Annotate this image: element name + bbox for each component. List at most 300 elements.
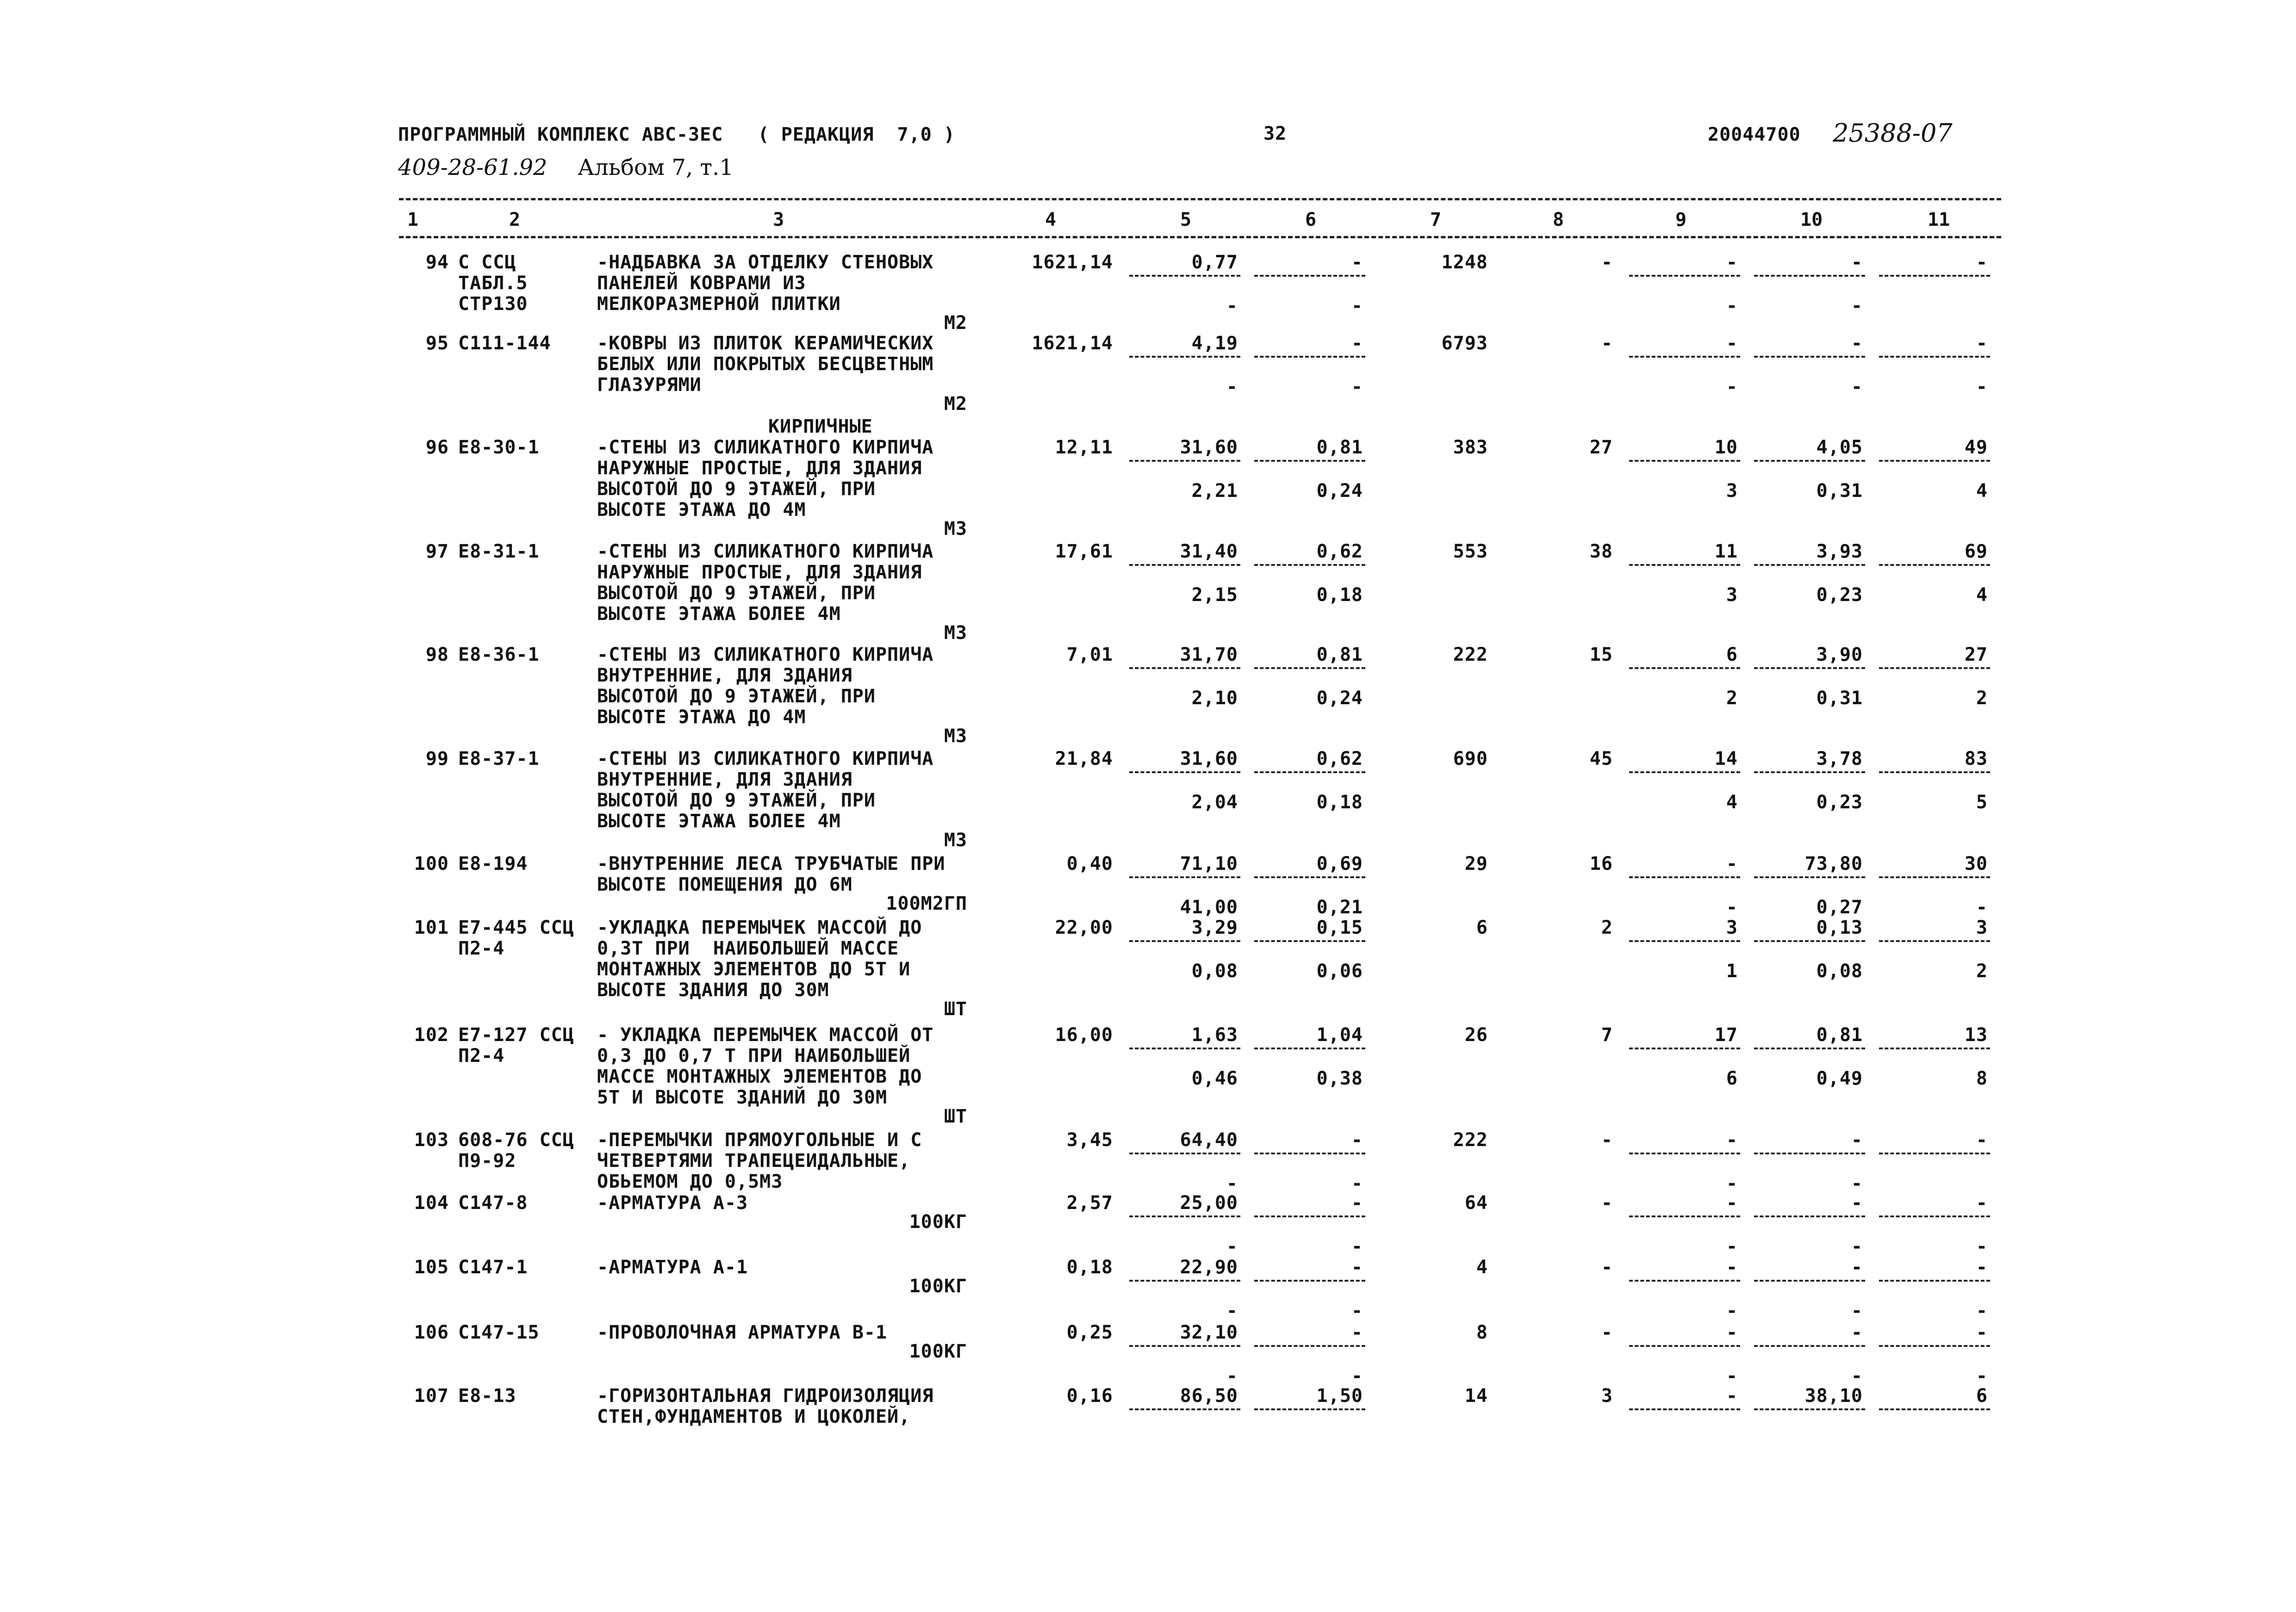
- row-description: ВНУТРЕННИЕ, ДЛЯ ЗДАНИЯ: [597, 665, 852, 686]
- cell-total-cost: 26: [1464, 1024, 1488, 1046]
- cell-value-lower: 0,08: [1191, 961, 1238, 982]
- cell-value-lower: 8: [1976, 1068, 1988, 1089]
- row-description: 5Т И ВЫСОТЕ ЗДАНИЙ ДО 30М: [597, 1087, 888, 1108]
- cell-value-lower: 2,10: [1191, 688, 1238, 709]
- cell-value: 31,40: [1180, 541, 1238, 562]
- row-description: ВЫСОТЕ ЭТАЖА ДО 4М: [597, 707, 806, 728]
- cell-quantity: 3,45: [1066, 1129, 1113, 1151]
- cell-divider: [1754, 1280, 1865, 1282]
- cell-value: 3,29: [1191, 917, 1238, 938]
- row-description: - УКЛАДКА ПЕРЕМЫЧЕК МАССОЙ ОТ: [597, 1024, 934, 1046]
- row-number: 98: [425, 644, 449, 665]
- cell-wages-total: -: [1601, 1257, 1613, 1278]
- row-code: Е8-31-1: [458, 541, 540, 562]
- cell-quantity: 17,61: [1055, 541, 1113, 562]
- cell-value-lower: 0,23: [1816, 584, 1863, 606]
- cell-divider: [1879, 667, 1990, 669]
- row-code: П2-4: [458, 938, 505, 959]
- cell-divider: [1129, 1153, 1240, 1154]
- cell-divider: [1129, 940, 1240, 942]
- cell-wages-total: -: [1601, 1322, 1613, 1343]
- cell-divider: [1754, 667, 1865, 669]
- row-description: ПАНЕЛЕЙ КОВРАМИ ИЗ: [597, 273, 806, 294]
- album-number: 409-28-61.92: [398, 155, 548, 180]
- row-description: 0,3 ДО 0,7 Т ПРИ НАИБОЛЬШЕЙ: [597, 1045, 911, 1066]
- cell-divider: [1629, 1153, 1740, 1154]
- cell-value: 31,60: [1180, 437, 1238, 458]
- cell-divider: [1129, 1048, 1240, 1049]
- cell-quantity: 0,18: [1066, 1257, 1113, 1278]
- cell-quantity: 2,57: [1066, 1192, 1113, 1214]
- cell-value-lower: -: [1726, 1173, 1738, 1194]
- row-number: 97: [425, 541, 449, 562]
- cell-value-lower: -: [1976, 1365, 1988, 1387]
- row-code: С111-144: [458, 333, 551, 354]
- row-unit: 100КГ: [909, 1211, 967, 1233]
- cell-value: 1,50: [1316, 1385, 1363, 1407]
- cell-value-lower: 2,04: [1191, 792, 1238, 813]
- cell-wages-total: -: [1601, 252, 1613, 273]
- cell-total-cost: 6793: [1441, 333, 1488, 354]
- row-description: СТЕН,ФУНДАМЕНТОВ И ЦОКОЛЕЙ,: [597, 1406, 911, 1427]
- column-header: 10: [1800, 209, 1823, 230]
- row-unit: М3: [944, 830, 967, 851]
- cell-value-lower: 0,49: [1816, 1068, 1863, 1089]
- cell-divider: [1629, 1408, 1740, 1410]
- cell-divider: [1879, 356, 1990, 358]
- cell-value-lower: -: [1976, 1300, 1988, 1321]
- cell-quantity: 12,11: [1055, 437, 1113, 458]
- cell-value: 71,10: [1180, 853, 1238, 874]
- row-unit: 100КГ: [909, 1276, 967, 1297]
- cell-value: -: [1726, 252, 1738, 273]
- cell-divider: [1754, 1215, 1865, 1217]
- row-code: ТАБЛ.5: [458, 273, 528, 294]
- cell-value: 0,62: [1316, 541, 1363, 562]
- cell-divider: [1754, 876, 1865, 878]
- cell-divider: [1629, 460, 1740, 462]
- column-header: 8: [1553, 209, 1564, 230]
- row-description: -ПЕРЕМЫЧКИ ПРЯМОУГОЛЬНЫЕ И С: [597, 1129, 922, 1151]
- cell-value-lower: -: [1726, 295, 1738, 316]
- row-number: 100: [414, 853, 449, 874]
- row-unit: М3: [944, 725, 967, 747]
- cell-total-cost: 553: [1453, 541, 1488, 562]
- row-number: 96: [425, 437, 449, 458]
- cell-quantity: 1621,14: [1032, 333, 1113, 354]
- cell-value: 11: [1714, 541, 1738, 562]
- row-code: С ССЦ: [458, 252, 516, 273]
- cell-value: 3: [1726, 917, 1738, 938]
- cell-divider: [1129, 771, 1240, 773]
- row-description: ЧЕТВЕРТЯМИ ТРАПЕЦЕИДАЛЬНЫЕ,: [597, 1150, 911, 1172]
- row-description: НАРУЖНЫЕ ПРОСТЫЕ, ДЛЯ ЗДАНИЯ: [597, 458, 922, 479]
- cell-divider: [1754, 275, 1865, 277]
- cell-value-lower: 0,23: [1816, 792, 1863, 813]
- cell-divider: [1629, 1215, 1740, 1217]
- cell-value: 73,80: [1804, 853, 1863, 874]
- page-number: 32: [1263, 123, 1287, 144]
- cell-value: 0,62: [1316, 748, 1363, 769]
- row-description: -СТЕНЫ ИЗ СИЛИКАТНОГО КИРПИЧА: [597, 644, 934, 665]
- cell-value: -: [1726, 333, 1738, 354]
- row-description: НАРУЖНЫЕ ПРОСТЫЕ, ДЛЯ ЗДАНИЯ: [597, 562, 922, 583]
- cell-value: 31,70: [1180, 644, 1238, 665]
- cell-wages-total: 3: [1601, 1385, 1613, 1407]
- cell-quantity: 0,16: [1066, 1385, 1113, 1407]
- cell-divider: [1754, 940, 1865, 942]
- cell-value: 25,00: [1180, 1192, 1238, 1214]
- row-description: -СТЕНЫ ИЗ СИЛИКАТНОГО КИРПИЧА: [597, 748, 934, 769]
- row-code: Е8-13: [458, 1385, 516, 1407]
- cell-divider: [1254, 564, 1365, 566]
- row-unit: 100М2ГП: [886, 893, 967, 914]
- cell-value: 3,78: [1816, 748, 1863, 769]
- cell-value: 86,50: [1180, 1385, 1238, 1407]
- row-number: 103: [414, 1129, 449, 1151]
- cell-divider: [1129, 356, 1240, 358]
- column-header: 1: [407, 209, 419, 230]
- cell-divider: [1254, 940, 1365, 942]
- cell-value: 0,81: [1316, 644, 1363, 665]
- cell-value: 83: [1964, 748, 1988, 769]
- column-header: 5: [1180, 209, 1192, 230]
- cell-value-lower: -: [1851, 1173, 1863, 1194]
- cell-value-lower: 0,24: [1316, 688, 1363, 709]
- cell-value: 1,63: [1191, 1024, 1238, 1046]
- cell-divider: [1754, 460, 1865, 462]
- cell-divider: [1879, 1280, 1990, 1282]
- cell-value: -: [1351, 252, 1363, 273]
- cell-value: 0,77: [1191, 252, 1238, 273]
- row-description: -СТЕНЫ ИЗ СИЛИКАТНОГО КИРПИЧА: [597, 541, 934, 562]
- cell-value-lower: -: [1226, 1300, 1238, 1321]
- cell-value: 4,19: [1191, 333, 1238, 354]
- row-description: ОБЬЕМОМ ДО 0,5М3: [597, 1171, 783, 1192]
- row-code: П9-92: [458, 1150, 516, 1172]
- document-code: 20044700: [1708, 124, 1801, 145]
- cell-value: -: [1351, 333, 1363, 354]
- cell-total-cost: 29: [1464, 853, 1488, 874]
- cell-divider: [1754, 771, 1865, 773]
- cell-value-lower: -: [1726, 897, 1738, 918]
- cell-value-lower: -: [1851, 376, 1863, 397]
- cell-divider: [1879, 1153, 1990, 1154]
- cell-value: -: [1851, 1322, 1863, 1343]
- program-header: ПРОГРАММНЫЙ КОМПЛЕКС АВС-ЗЕС ( РЕДАКЦИЯ 7,0 ): [398, 124, 955, 145]
- cell-total-cost: 8: [1476, 1322, 1488, 1343]
- cell-wages-total: -: [1601, 1192, 1613, 1214]
- cell-divider: [1254, 356, 1365, 358]
- row-number: 104: [414, 1192, 449, 1214]
- column-header: 3: [773, 209, 784, 230]
- row-code: Е8-194: [458, 853, 528, 874]
- cell-value: 17: [1714, 1024, 1738, 1046]
- album-label: Альбом 7, т.1: [578, 155, 734, 180]
- cell-quantity: 0,25: [1066, 1322, 1113, 1343]
- row-unit: ШТ: [944, 1106, 967, 1127]
- row-unit: М3: [944, 518, 967, 539]
- cell-wages-total: -: [1601, 333, 1613, 354]
- cell-value-lower: -: [1726, 376, 1738, 397]
- cell-divider: [1129, 1215, 1240, 1217]
- row-description: -КОВРЫ ИЗ ПЛИТОК КЕРАМИЧЕСКИХ: [597, 333, 934, 354]
- cell-value-lower: 5: [1976, 792, 1988, 813]
- cell-divider: [1754, 1153, 1865, 1154]
- cell-divider: [1629, 275, 1740, 277]
- cell-value: 69: [1964, 541, 1988, 562]
- cell-wages-total: 38: [1589, 541, 1613, 562]
- cell-wages-total: 45: [1589, 748, 1613, 769]
- row-description: ВЫСОТЕ ЭТАЖА ДО 4М: [597, 499, 806, 521]
- row-description: ВЫСОТОЙ ДО 9 ЭТАЖЕЙ, ПРИ: [597, 478, 876, 500]
- cell-value-lower: -: [1851, 295, 1863, 316]
- cell-value-lower: -: [1726, 1365, 1738, 1387]
- cell-value-lower: 2: [1976, 961, 1988, 982]
- cell-value-lower: -: [1976, 897, 1988, 918]
- cell-value-lower: -: [1351, 1365, 1363, 1387]
- cell-value: -: [1351, 1129, 1363, 1151]
- cell-value: 30: [1964, 853, 1988, 874]
- cell-divider: [1629, 1280, 1740, 1282]
- cell-value-lower: -: [1351, 1236, 1363, 1257]
- cell-value: 4,05: [1816, 437, 1863, 458]
- cell-value: 32,10: [1180, 1322, 1238, 1343]
- row-code: Е7-127 ССЦ: [458, 1024, 574, 1046]
- row-code: Е8-36-1: [458, 644, 540, 665]
- cell-value: -: [1976, 333, 1988, 354]
- column-header: 11: [1928, 209, 1950, 230]
- cell-value-lower: 0,38: [1316, 1068, 1363, 1089]
- cell-value: 0,15: [1316, 917, 1363, 938]
- cell-wages-total: 16: [1589, 853, 1613, 874]
- cell-divider: [1629, 356, 1740, 358]
- cell-value-lower: -: [1351, 376, 1363, 397]
- cell-value-lower: -: [1976, 1236, 1988, 1257]
- cell-divider: [1254, 1280, 1365, 1282]
- cell-value: 38,10: [1804, 1385, 1863, 1407]
- cell-value: 27: [1964, 644, 1988, 665]
- document-number: 25388-07: [1833, 118, 1953, 148]
- cell-divider: [1254, 1048, 1365, 1049]
- cell-divider: [1879, 940, 1990, 942]
- group-heading: КИРПИЧНЫЕ: [768, 416, 873, 437]
- cell-value-lower: -: [1851, 1300, 1863, 1321]
- row-description: -АРМАТУРА А-3: [597, 1192, 748, 1214]
- cell-value-lower: -: [1351, 1300, 1363, 1321]
- cell-value-lower: 0,27: [1816, 897, 1863, 918]
- cell-value-lower: -: [1226, 1173, 1238, 1194]
- row-description: МОНТАЖНЫХ ЭЛЕМЕНТОВ ДО 5Т И: [597, 959, 911, 980]
- cell-divider: [1129, 1280, 1240, 1282]
- cell-value: -: [1976, 1129, 1988, 1151]
- cell-divider: [1754, 356, 1865, 358]
- cell-value: -: [1851, 333, 1863, 354]
- cell-value-lower: 3: [1726, 584, 1738, 606]
- cell-value-lower: 2: [1976, 688, 1988, 709]
- row-description: МЕЛКОРАЗМЕРНОЙ ПЛИТКИ: [597, 293, 841, 315]
- cell-divider: [1629, 1048, 1740, 1049]
- row-unit: М2: [944, 312, 967, 334]
- row-code: 608-76 ССЦ: [458, 1129, 574, 1151]
- cell-total-cost: 1248: [1441, 252, 1488, 273]
- cell-divider: [1754, 1408, 1865, 1410]
- row-code: П2-4: [458, 1045, 505, 1066]
- cell-value-lower: -: [1226, 376, 1238, 397]
- cell-divider: [1879, 275, 1990, 277]
- row-description: -УКЛАДКА ПЕРЕМЫЧЕК МАССОЙ ДО: [597, 917, 922, 938]
- row-code: С147-1: [458, 1257, 528, 1278]
- cell-total-cost: 222: [1453, 1129, 1488, 1151]
- cell-divider: [1254, 771, 1365, 773]
- cell-total-cost: 383: [1453, 437, 1488, 458]
- row-description: ВЫСОТЕ ЗДАНИЯ ДО 30М: [597, 980, 829, 1001]
- cell-value-lower: 2,15: [1191, 584, 1238, 606]
- cell-value: -: [1976, 1192, 1988, 1214]
- cell-value-lower: 0,08: [1816, 961, 1863, 982]
- cell-divider: [1754, 1345, 1865, 1347]
- cell-value: 3,93: [1816, 541, 1863, 562]
- row-number: 105: [414, 1257, 449, 1278]
- cell-value: 6: [1726, 644, 1738, 665]
- row-description: -АРМАТУРА А-1: [597, 1257, 748, 1278]
- cell-value-lower: 0,18: [1316, 792, 1363, 813]
- cell-divider: [1254, 1215, 1365, 1217]
- cell-value: 49: [1964, 437, 1988, 458]
- cell-wages-total: 7: [1601, 1024, 1613, 1046]
- cell-total-cost: 222: [1453, 644, 1488, 665]
- column-header: 2: [509, 209, 521, 230]
- cell-value-lower: 0,31: [1816, 480, 1863, 502]
- cell-divider: [1629, 940, 1740, 942]
- cell-divider: [1254, 1153, 1365, 1154]
- cell-value: 3: [1976, 917, 1988, 938]
- row-description: ВЫСОТОЙ ДО 9 ЭТАЖЕЙ, ПРИ: [597, 583, 876, 604]
- cell-value-lower: 2,21: [1191, 480, 1238, 502]
- cell-value: 1,04: [1316, 1024, 1363, 1046]
- row-description: 0,3Т ПРИ НАИБОЛЬШЕЙ МАССЕ: [597, 938, 899, 959]
- cell-value-lower: 0,21: [1316, 897, 1363, 918]
- row-description: ВЫСОТОЙ ДО 9 ЭТАЖЕЙ, ПРИ: [597, 686, 876, 707]
- cell-value-lower: 4: [1726, 792, 1738, 813]
- row-description: ГЛАЗУРЯМИ: [597, 374, 702, 396]
- row-unit: ШТ: [944, 998, 967, 1020]
- row-description: ВНУТРЕННИЕ, ДЛЯ ЗДАНИЯ: [597, 769, 852, 790]
- cell-wages-total: 2: [1601, 917, 1613, 938]
- cell-value: 6: [1976, 1385, 1988, 1407]
- cell-divider: [1129, 1408, 1240, 1410]
- cell-value: 64,40: [1180, 1129, 1238, 1151]
- cell-value-lower: -: [1351, 295, 1363, 316]
- cell-divider: [1754, 1048, 1865, 1049]
- cell-value-lower: -: [1226, 1365, 1238, 1387]
- cell-value: -: [1976, 252, 1988, 273]
- cell-quantity: 22,00: [1055, 917, 1113, 938]
- cell-value-lower: -: [1226, 295, 1238, 316]
- cell-divider: [1629, 771, 1740, 773]
- row-description: -СТЕНЫ ИЗ СИЛИКАТНОГО КИРПИЧА: [597, 437, 934, 458]
- cell-divider: [1254, 876, 1365, 878]
- row-description: -ВНУТРЕННИЕ ЛЕСА ТРУБЧАТЫЕ ПРИ: [597, 853, 946, 874]
- row-number: 94: [425, 252, 449, 273]
- cell-value: -: [1351, 1257, 1363, 1278]
- cell-divider: [1879, 771, 1990, 773]
- cell-value-lower: 0,06: [1316, 961, 1363, 982]
- row-number: 106: [414, 1322, 449, 1343]
- cell-value-lower: 0,46: [1191, 1068, 1238, 1089]
- cell-divider: [1129, 876, 1240, 878]
- cell-divider: [1129, 1345, 1240, 1347]
- cell-value-lower: -: [1976, 376, 1988, 397]
- cell-value-lower: 6: [1726, 1068, 1738, 1089]
- cell-value: 3,90: [1816, 644, 1863, 665]
- cell-value-lower: -: [1726, 1300, 1738, 1321]
- row-number: 95: [425, 333, 449, 354]
- row-code: Е8-30-1: [458, 437, 540, 458]
- cell-value: -: [1851, 1129, 1863, 1151]
- cell-value-lower: 0,24: [1316, 480, 1363, 502]
- cell-value-lower: 41,00: [1180, 897, 1238, 918]
- cell-divider: [1129, 564, 1240, 566]
- cell-divider: [1254, 1408, 1365, 1410]
- cell-divider: [1629, 564, 1740, 566]
- row-description: МАССЕ МОНТАЖНЫХ ЭЛЕМЕНТОВ ДО: [597, 1066, 922, 1087]
- cell-value: 0,13: [1816, 917, 1863, 938]
- cell-value-lower: 2: [1726, 688, 1738, 709]
- cell-value: -: [1726, 1322, 1738, 1343]
- cell-divider: [1254, 667, 1365, 669]
- cell-divider: [1129, 460, 1240, 462]
- row-code: Е8-37-1: [458, 748, 540, 769]
- cell-value: 0,81: [1316, 437, 1363, 458]
- cell-divider: [1254, 275, 1365, 277]
- cell-wages-total: -: [1601, 1129, 1613, 1151]
- cell-value: 0,69: [1316, 853, 1363, 874]
- row-unit: 100КГ: [909, 1341, 967, 1362]
- cell-value-lower: -: [1226, 1236, 1238, 1257]
- row-code: Е7-445 ССЦ: [458, 917, 574, 938]
- cell-value: -: [1726, 1129, 1738, 1151]
- cell-divider: [1629, 1345, 1740, 1347]
- cell-divider: [1879, 460, 1990, 462]
- cell-value: -: [1726, 1257, 1738, 1278]
- cell-value-lower: 0,18: [1316, 584, 1363, 606]
- cell-divider: [1129, 275, 1240, 277]
- row-description: ВЫСОТЕ ПОМЕЩЕНИЯ ДО 6М: [597, 874, 852, 895]
- cell-value: -: [1351, 1192, 1363, 1214]
- cell-value-lower: 4: [1976, 584, 1988, 606]
- row-description: БЕЛЫХ ИЛИ ПОКРЫТЫХ БЕСЦВЕТНЫМ: [597, 353, 934, 375]
- cell-divider: [1629, 667, 1740, 669]
- cell-value: 31,60: [1180, 748, 1238, 769]
- row-code: С147-8: [458, 1192, 528, 1214]
- cell-quantity: 1621,14: [1032, 252, 1113, 273]
- row-description: ВЫСОТЕ ЭТАЖА БОЛЕЕ 4М: [597, 603, 841, 625]
- cell-value: -: [1726, 1385, 1738, 1407]
- cell-wages-total: 15: [1589, 644, 1613, 665]
- cell-value: 10: [1714, 437, 1738, 458]
- cell-value: 14: [1714, 748, 1738, 769]
- cell-total-cost: 4: [1476, 1257, 1488, 1278]
- row-description: -ГОРИЗОНТАЛЬНАЯ ГИДРОИЗОЛЯЦИЯ: [597, 1385, 934, 1407]
- cell-quantity: 16,00: [1055, 1024, 1113, 1046]
- row-description: -ПРОВОЛОЧНАЯ АРМАТУРА В-1: [597, 1322, 888, 1343]
- cell-value-lower: -: [1851, 1365, 1863, 1387]
- cell-value: 0,81: [1816, 1024, 1863, 1046]
- cell-value: -: [1976, 1257, 1988, 1278]
- cell-divider: [1254, 1345, 1365, 1347]
- cell-wages-total: 27: [1589, 437, 1613, 458]
